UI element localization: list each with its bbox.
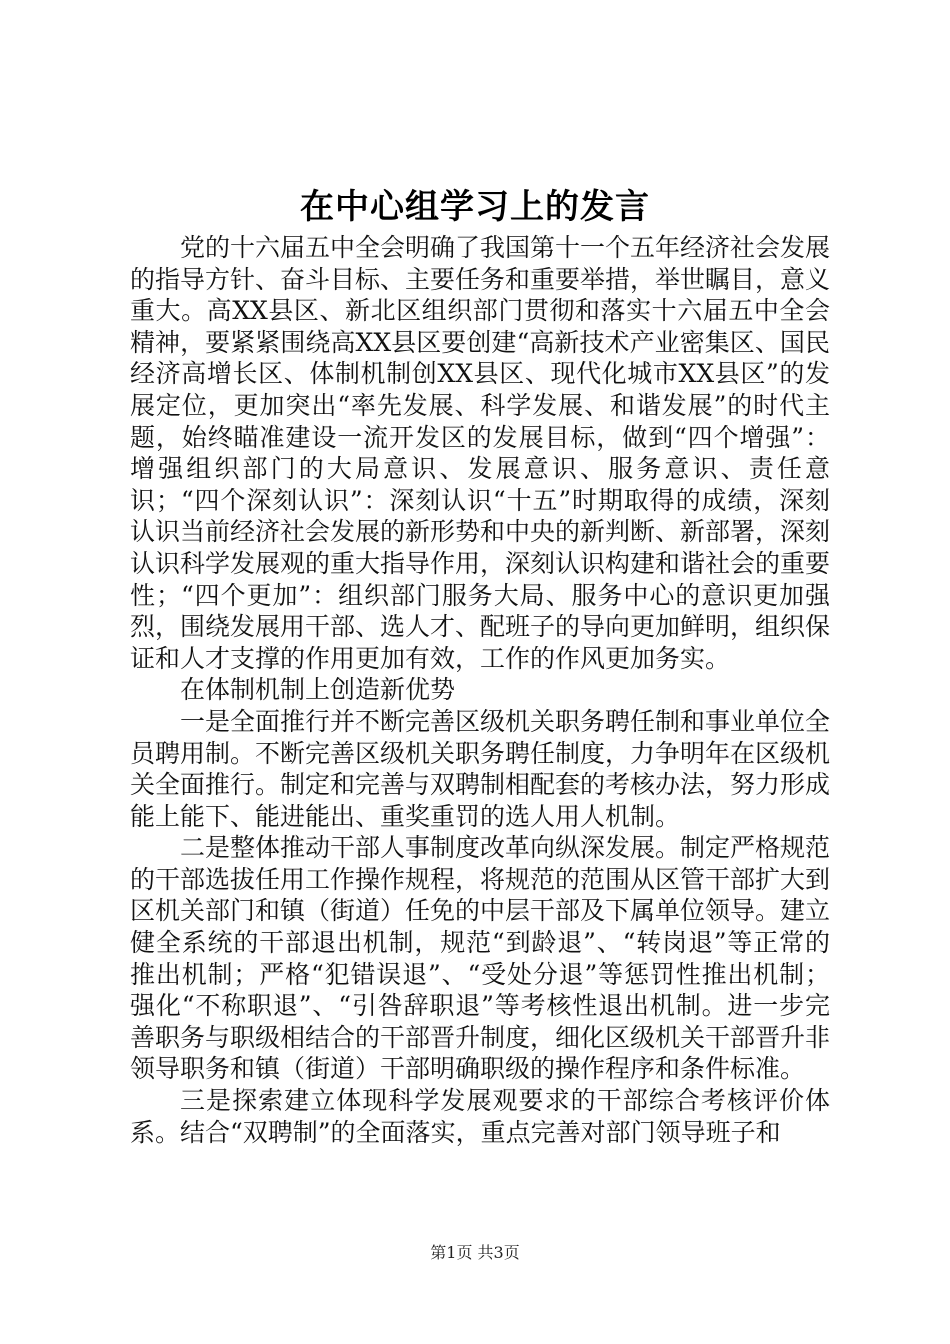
section-heading: 在体制机制上创造新优势	[180, 675, 456, 705]
paragraph-point-2: 二是整体推动干部人事制度改革向纵深发展。制定严格规范的干部选拔任用工作操作规程，将规范的范围从区管干部扩大到区机关部门和镇（街道）任免的中层干部及下属单位领导。建立健全系统的干部退出机制，规范“到龄退”、“转岗退”等正常的推出机制；严格“犯错误退”、“受处分退”等惩罚性推出机制；强化“不称职退”、“引咎辞职退”等考核性退出机制。进一步完善职务与职级相结合的干部晋升制度，细化区级机关干部晋升非领导职务和镇（街道）干部明确职级的操作程序和条件标准。	[130, 833, 831, 1084]
paragraph-point-1: 一是全面推行并不断完善区级机关职务聘任制和事业单位全员聘用制。不断完善区级机关职务聘任制度，力争明年在区级机关全面推行。制定和完善与双聘制相配套的考核办法，努力形成能上能下、能进能出、重奖重罚的选人用人机制。	[130, 706, 831, 831]
paragraph-point-3: 三是探索建立体现科学发展观要求的干部综合考核评价体系。结合“双聘制”的全面落实，重点完善对部门领导班子和	[130, 1086, 830, 1147]
document-body	[130, 232, 830, 1148]
paragraph-intro: 党的十六届五中全会明确了我国第十一个五年经济社会发展的指导方针、奋斗目标、主要任务和重要举措，举世瞩目，意义重大。高XX县区、新北区组织部门贯彻和落实十六届五中全会精神，要紧紧围绕高XX县区要创建“高新技术产业密集区、国民经济高增长区、体制机制创XX县区、现代化城市XX县区”的发展定位，更加突出“率先发展、科学发展、和谐发展”的时代主题，始终瞄准建设一流开发区的发展目标，做到“四个增强”：增强组织部门的大局意识、发展意识、服务意识、责任意识；“四个深刻认识”：深刻认识“十五”时期取得的成绩，深刻认识当前经济社会发展的新形势和中央的新判断、新部署，深刻认识科学发展观的重大指导作用，深刻认识构建和谐社会的重要性；“四个更加”：组织部门服务大局、服务中心的意识更加强烈，围绕发展用干部、选人才、配班子的导向更加鲜明，组织保证和人才支撑的作用更加有效，工作的作风更加务实。	[130, 233, 831, 673]
page-title: 在中心组学习上的发言	[300, 187, 650, 227]
page-number-footer: 第1页 共3页	[430, 1243, 520, 1262]
